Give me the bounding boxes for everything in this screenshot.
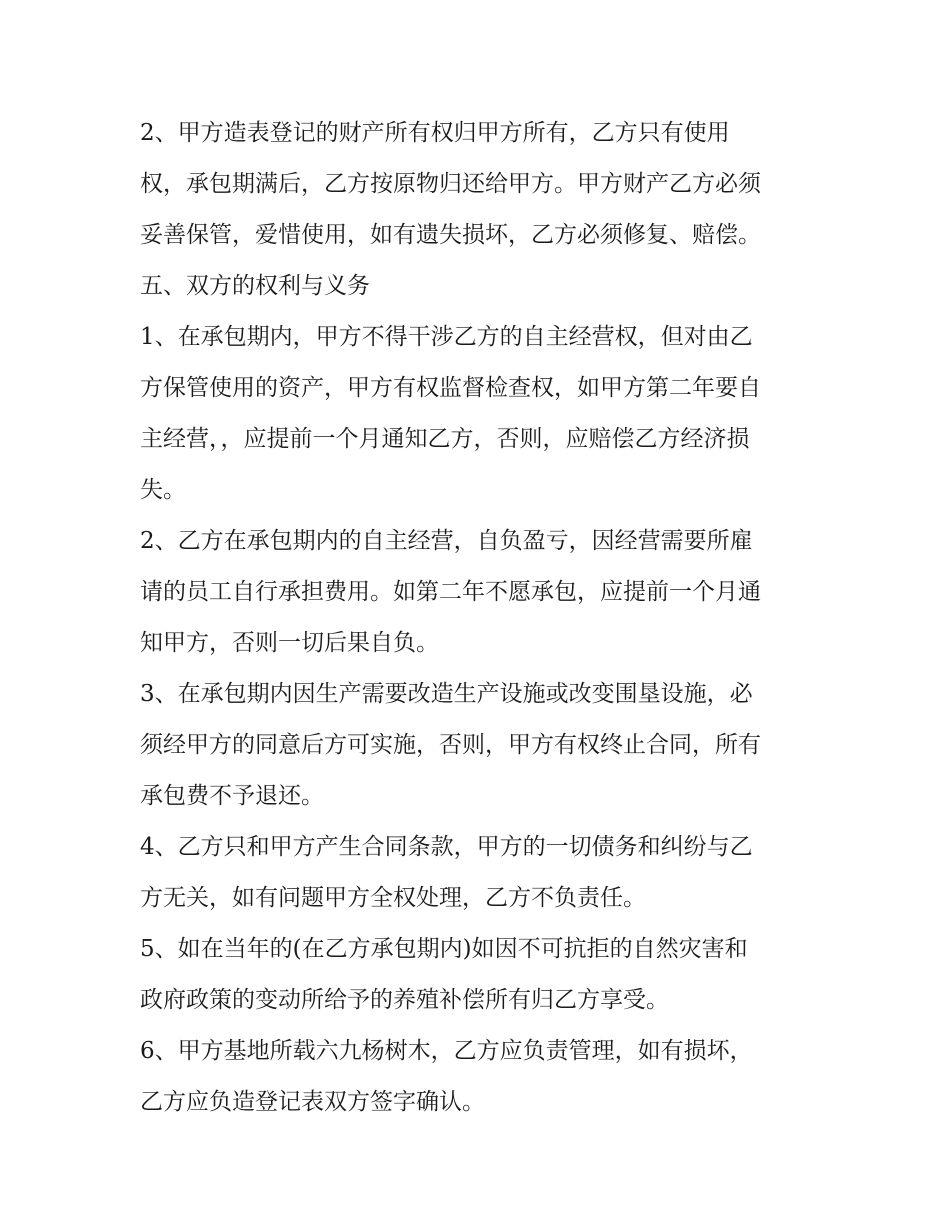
paragraph-clause-4 bbox=[140, 822, 820, 924]
text-line: 妥善保管，爱惜使用，如有遗失损坏，乙方必须修复、赔偿。 bbox=[140, 222, 761, 248]
paragraph-clause-1 bbox=[140, 312, 820, 516]
text-line: 承包费不予退还。 bbox=[140, 783, 324, 809]
text-line: 方无关，如有问题甲方全权处理，乙方不负责任。 bbox=[140, 885, 646, 911]
paragraph-clause-2 bbox=[140, 516, 820, 669]
paragraph-clause-5 bbox=[140, 924, 820, 1026]
text-line: 3、在承包期内因生产需要改造生产设施或改变围垦设施，必 bbox=[140, 681, 753, 707]
text-line: 主经营，，应提前一个月通知乙方，否则，应赔偿乙方经济损 bbox=[140, 426, 750, 452]
text-line: 2、乙方在承包期内的自主经营，自负盈亏，因经营需要所雇 bbox=[140, 528, 753, 554]
paragraph-clause-3 bbox=[140, 669, 820, 822]
text-line: 1、在承包期内，甲方不得干涉乙方的自主经营权，但对由乙 bbox=[140, 324, 753, 350]
text-line: 失。 bbox=[140, 477, 186, 503]
text-line: 请的员工自行承担费用。如第二年不愿承包，应提前一个月通 bbox=[140, 579, 761, 605]
text-line: 权，承包期满后，乙方按原物归还给甲方。甲方财产乙方必须 bbox=[140, 171, 761, 197]
text-line: 政府政策的变动所给予的养殖补偿所有归乙方享受。 bbox=[140, 987, 669, 1013]
text-line: 方保管使用的资产，甲方有权监督检查权，如甲方第二年要自 bbox=[140, 375, 761, 401]
paragraph-property-ownership bbox=[140, 108, 820, 261]
text-line: 须经甲方的同意后方可实施，否则，甲方有权终止合同，所有 bbox=[140, 732, 761, 758]
text-line: 5、如在当年的(在乙方承包期内)如因不可抗拒的自然灾害和 bbox=[140, 936, 748, 962]
text-line: 乙方应负造登记表双方签字确认。 bbox=[140, 1089, 485, 1115]
text-line: 4、乙方只和甲方产生合同条款，甲方的一切债务和纠纷与乙 bbox=[140, 834, 753, 860]
text-line: 知甲方，否则一切后果自负。 bbox=[140, 630, 439, 656]
section-heading: 五、双方的权利与义务 bbox=[140, 273, 370, 299]
paragraph-clause-6 bbox=[140, 1026, 820, 1128]
section-heading-rights-obligations bbox=[140, 261, 820, 312]
document-body bbox=[140, 108, 820, 1128]
text-line: 6、甲方基地所载六九杨树木，乙方应负责管理，如有损坏， bbox=[140, 1038, 753, 1064]
text-line: 2、甲方造表登记的财产所有权归甲方所有，乙方只有使用 bbox=[140, 120, 730, 146]
